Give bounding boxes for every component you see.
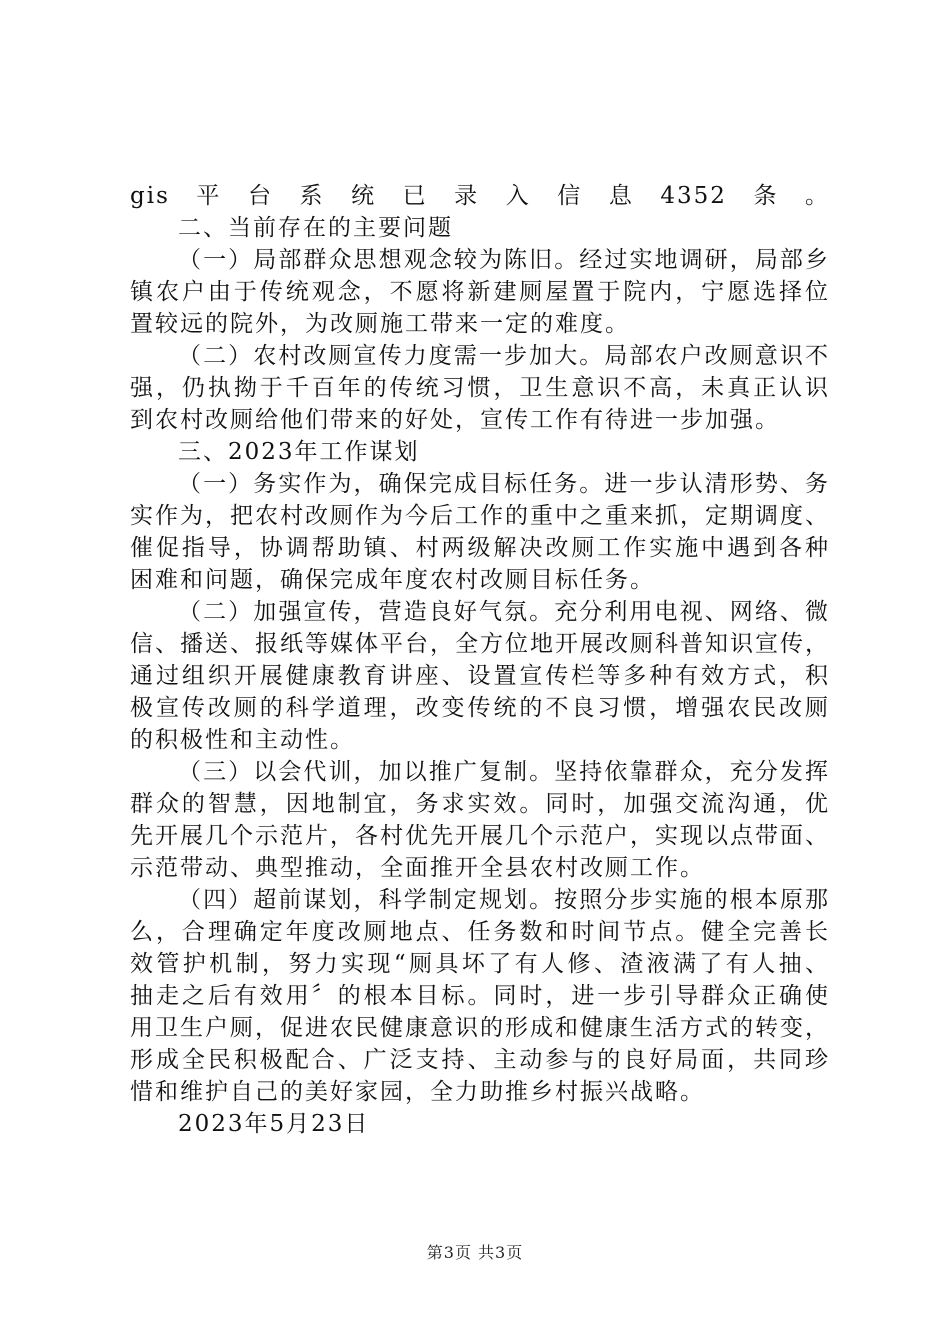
document-date: 2023年5月23日 bbox=[178, 1111, 370, 1137]
text-line: 困难和问题，确保完成年度农村改厕目标任务。 bbox=[130, 567, 655, 593]
text-line: （二）加强宣传，营造良好气氛。充分利用电视、网络、微 bbox=[178, 599, 830, 625]
text-line: 催促指导，协调帮助镇、村两级解决改厕工作实施中遇到各种 bbox=[130, 535, 830, 561]
text-line: （一）局部群众思想观念较为陈旧。经过实地调研，局部乡 bbox=[178, 247, 830, 273]
text-line: gis平台系统已录入信息4352条。 bbox=[130, 183, 830, 209]
text-line: 置较远的院外，为改厕施工带来一定的难度。 bbox=[130, 311, 630, 337]
text-line: 实作为，把农村改厕作为今后工作的重中之重来抓，定期调度、 bbox=[130, 503, 830, 529]
text-line: 群众的智慧，因地制宜，务求实效。同时，加强交流沟通，优 bbox=[130, 791, 830, 817]
text-line: 通过组织开展健康教育讲座、设置宣传栏等多种有效方式，积 bbox=[130, 663, 830, 689]
text-line: 么，合理确定年度改厕地点、任务数和时间节点。健全完善长 bbox=[130, 919, 830, 945]
text-line: 到农村改厕给他们带来的好处，宣传工作有待进一步加强。 bbox=[130, 407, 780, 433]
text-line: 惜和维护自己的美好家园，全力助推乡村振兴战略。 bbox=[130, 1079, 705, 1105]
text-line: 强，仍执拗于千百年的传统习惯，卫生意识不高，未真正认识 bbox=[130, 375, 830, 401]
text-line: 抽走之后有效用〞的根本目标。同时，进一步引导群众正确使 bbox=[130, 983, 830, 1009]
section-heading: 三、2023年工作谋划 bbox=[178, 439, 420, 465]
text-line: （二）农村改厕宣传力度需一步加大。局部农户改厕意识不 bbox=[178, 343, 830, 369]
text-line: 极宣传改厕的科学道理，改变传统的不良习惯，增强农民改厕 bbox=[130, 695, 830, 721]
page-number: 第3页 共3页 bbox=[426, 1243, 524, 1262]
text-line: 信、播送、报纸等媒体平台，全方位地开展改厕科普知识宣传， bbox=[130, 631, 830, 657]
text-line: 用卫生户厕，促进农民健康意识的形成和健康生活方式的转变， bbox=[130, 1015, 830, 1041]
text-line: 先开展几个示范片，各村优先开展几个示范户，实现以点带面、 bbox=[130, 823, 830, 849]
text-line: （四）超前谋划，科学制定规划。按照分步实施的根本原那 bbox=[178, 887, 830, 913]
text-line: 效管护机制，努力实现“厕具坏了有人修、渣液满了有人抽、 bbox=[130, 951, 830, 977]
document-body bbox=[130, 180, 830, 1140]
text-line: （一）务实作为，确保完成目标任务。进一步认清形势、务 bbox=[178, 471, 830, 497]
section-heading: 二、当前存在的主要问题 bbox=[178, 215, 453, 241]
page-footer bbox=[0, 1240, 950, 1263]
text-line: 形成全民积极配合、广泛支持、主动参与的良好局面，共同珍 bbox=[130, 1047, 830, 1073]
text-line: 的积极性和主动性。 bbox=[130, 727, 355, 753]
text-line: 示范带动、典型推动，全面推开全县农村改厕工作。 bbox=[130, 855, 705, 881]
text-line: 镇农户由于传统观念，不愿将新建厕屋置于院内，宁愿选择位 bbox=[130, 279, 830, 305]
text-line: （三）以会代训，加以推广复制。坚持依靠群众，充分发挥 bbox=[178, 759, 830, 785]
